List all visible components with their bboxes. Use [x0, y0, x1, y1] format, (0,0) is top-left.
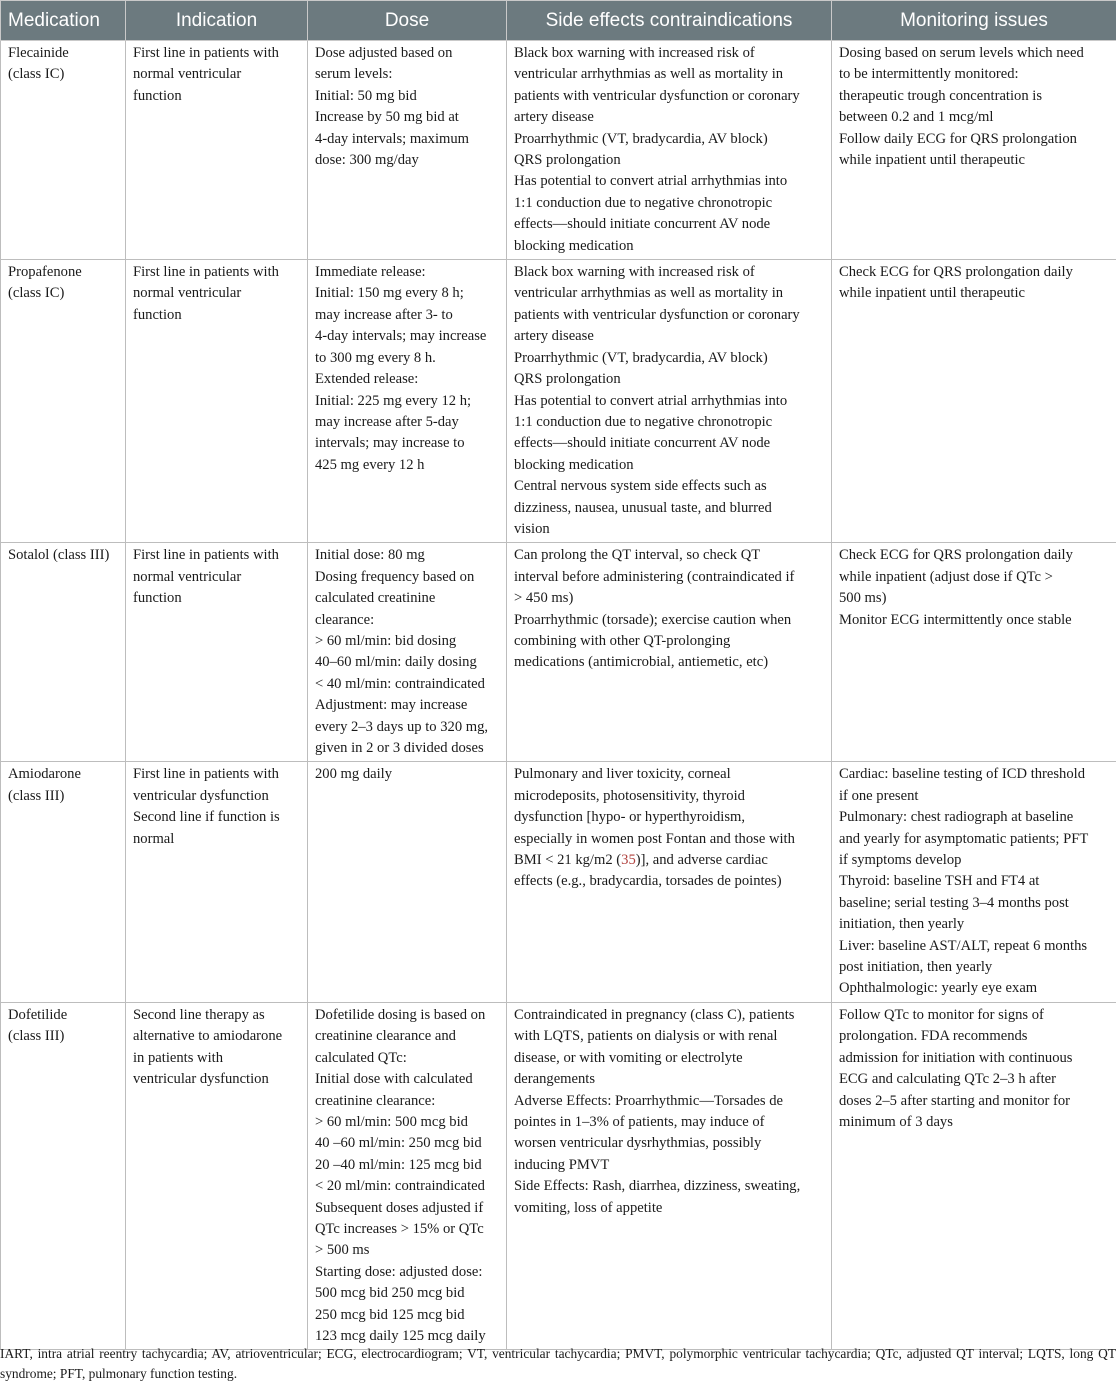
table-row: [1, 762, 1116, 1002]
cell-line: with LQTS, patients on dialysis or with renal: [514, 1028, 778, 1045]
cell-text: BMI < 21 kg/m2 (: [514, 852, 622, 869]
cell-line: function: [133, 306, 182, 323]
cell-line: [514, 850, 824, 871]
cell-line: 40 –60 ml/min: 250 mcg bid: [315, 1135, 482, 1152]
cell-indication: [126, 1002, 308, 1350]
cell-line: Side Effects: Rash, diarrhea, dizziness, sweating,: [514, 1178, 801, 1195]
cell-line: Propafenone: [8, 264, 82, 281]
header-dose: Dose: [308, 1, 507, 41]
cell-line: artery disease: [514, 328, 594, 345]
cell-line: > 60 ml/min: 500 mcg bid: [315, 1113, 468, 1130]
cell-line: (class III): [8, 1028, 65, 1045]
cell-line: effects—should initiate concurrent AV node: [514, 216, 771, 233]
cell-side-effects: [507, 543, 832, 762]
cell-line: ventricular arrhythmias as well as mortality in: [514, 285, 784, 302]
cell-dose: [308, 1002, 507, 1350]
cell-line: Proarrhythmic (VT, bradycardia, AV block): [514, 130, 768, 147]
cell-line: while inpatient until therapeutic: [839, 285, 1026, 302]
table-header-row: [1, 1, 1116, 41]
cell-line: normal ventricular: [133, 568, 242, 585]
reference-link[interactable]: 35: [621, 852, 636, 869]
cell-line: normal: [133, 830, 175, 847]
cell-line: normal ventricular: [133, 285, 242, 302]
cell-line: alternative to amiodarone: [133, 1028, 283, 1045]
cell-line: 4-day intervals; may increase: [315, 328, 487, 345]
cell-line: initiation, then yearly: [839, 916, 965, 933]
cell-monitoring: [832, 41, 1116, 260]
cell-line: Liver: baseline AST/ALT, repeat 6 months: [839, 937, 1088, 954]
cell-line: may increase after 3- to: [315, 306, 453, 323]
cell-line: Black box warning with increased risk of: [514, 264, 755, 281]
cell-line: microdeposits, photosensitivity, thyroid: [514, 787, 745, 804]
cell-line: combining with other QT-prolonging: [514, 632, 731, 649]
cell-line: Sotalol (class III): [8, 547, 110, 564]
cell-line: blocking medication: [514, 456, 634, 473]
cell-line: Proarrhythmic (torsade); exercise caution when: [514, 611, 792, 628]
cell-text: )], and adverse cardiac: [635, 852, 768, 869]
cell-line: clearance:: [315, 611, 375, 628]
cell-line: Amiodarone: [8, 766, 81, 783]
cell-line: doses 2–5 after starting and monitor for: [839, 1092, 1071, 1109]
cell-line: dose: 300 mg/day: [315, 152, 419, 169]
cell-dose: [308, 762, 507, 1002]
cell-line: Initial: 150 mg every 8 h;: [315, 285, 464, 302]
cell-line: intervals; may increase to: [315, 435, 465, 452]
cell-line: while inpatient (adjust dose if QTc >: [839, 568, 1053, 585]
cell-line: Dosing based on serum levels which need: [839, 45, 1084, 61]
cell-line: therapeutic trough concentration is: [839, 87, 1043, 104]
cell-line: 500 mcg bid 250 mcg bid: [315, 1285, 465, 1302]
cell-line: Dofetilide: [8, 1006, 68, 1023]
header-medication: Medication: [1, 1, 126, 41]
cell-line: inducing PMVT: [514, 1156, 610, 1173]
cell-line: QRS prolongation: [514, 371, 621, 388]
cell-line: Starting dose: adjusted dose:: [315, 1263, 483, 1280]
cell-line: interval before administering (contraindicated if: [514, 568, 795, 585]
cell-line: medications (antimicrobial, antiemetic, etc): [514, 654, 769, 671]
cell-line: function: [133, 590, 182, 607]
cell-line: may increase after 5-day: [315, 413, 459, 430]
cell-line: First line in patients with: [133, 264, 279, 281]
cell-line: Adjustment: may increase: [315, 697, 468, 714]
cell-line: vision: [514, 520, 550, 537]
cell-line: dysfunction [hypo- or hyperthyroidism,: [514, 809, 746, 826]
cell-line: given in 2 or 3 divided doses: [315, 740, 484, 756]
table-row: [1, 1002, 1116, 1350]
cell-line: Check ECG for QRS prolongation daily: [839, 547, 1073, 564]
cell-line: Immediate release:: [315, 264, 426, 281]
cell-line: ECG and calculating QTc 2–3 h after: [839, 1071, 1056, 1088]
cell-line: if one present: [839, 787, 919, 804]
table-row: [1, 543, 1116, 762]
cell-line: to be intermittently monitored:: [839, 66, 1019, 83]
cell-side-effects: [507, 260, 832, 543]
cell-line: 123 mcg daily 125 mcg daily: [315, 1327, 486, 1344]
cell-indication: [126, 762, 308, 1002]
header-indication: Indication: [126, 1, 308, 41]
cell-line: < 20 ml/min: contraindicated: [315, 1178, 485, 1195]
cell-line: 1:1 conduction due to negative chronotropic: [514, 194, 773, 211]
cell-line: 250 mcg bid 125 mcg bid: [315, 1306, 465, 1323]
cell-line: baseline; serial testing 3–4 months post: [839, 894, 1069, 911]
cell-line: Dose adjusted based on: [315, 45, 453, 61]
cell-line: > 450 ms): [514, 590, 574, 607]
cell-line: calculated creatinine: [315, 590, 436, 607]
cell-line: First line in patients with: [133, 45, 279, 61]
table-row: [1, 41, 1116, 260]
cell-line: First line in patients with: [133, 766, 279, 783]
cell-line: QTc increases > 15% or QTc: [315, 1220, 484, 1237]
cell-line: function: [133, 87, 182, 104]
cell-line: Increase by 50 mg bid at: [315, 109, 459, 126]
cell-line: calculated QTc:: [315, 1049, 407, 1066]
cell-line: Dofetilide dosing is based on: [315, 1006, 486, 1023]
cell-line: Flecainide: [8, 45, 69, 61]
cell-line: 200 mg daily: [315, 766, 393, 783]
cell-line: disease, or with vomiting or electrolyte: [514, 1049, 743, 1066]
cell-dose: [308, 260, 507, 543]
cell-line: especially in women post Fontan and those with: [514, 830, 795, 847]
cell-line: Central nervous system side effects such as: [514, 478, 767, 495]
cell-monitoring: [832, 260, 1116, 543]
cell-line: effects—should initiate concurrent AV node: [514, 435, 771, 452]
cell-line: Second line therapy as: [133, 1006, 265, 1023]
cell-line: admission for initiation with continuous: [839, 1049, 1073, 1066]
cell-line: and yearly for asymptomatic patients; PFT: [839, 830, 1089, 847]
cell-line: Subsequent doses adjusted if: [315, 1199, 484, 1216]
cell-line: creatinine clearance:: [315, 1092, 436, 1109]
cell-medication: [1, 41, 126, 260]
cell-side-effects: [507, 762, 832, 1002]
cell-line: (class IC): [8, 285, 65, 302]
cell-line: 425 mg every 12 h: [315, 456, 425, 473]
cell-line: Contraindicated in pregnancy (class C), patients: [514, 1006, 795, 1023]
cell-line: QRS prolongation: [514, 152, 621, 169]
cell-medication: [1, 1002, 126, 1350]
cell-line: serum levels:: [315, 66, 393, 83]
cell-line: effects (e.g., bradycardia, torsades de pointes): [514, 873, 782, 890]
cell-dose: [308, 543, 507, 762]
cell-line: First line in patients with: [133, 547, 279, 564]
cell-indication: [126, 543, 308, 762]
cell-line: Has potential to convert atrial arrhythmias into: [514, 173, 788, 190]
cell-line: in patients with: [133, 1049, 223, 1066]
cell-medication: [1, 762, 126, 1002]
cell-line: Second line if function is: [133, 809, 280, 826]
cell-line: Thyroid: baseline TSH and FT4 at: [839, 873, 1040, 890]
cell-line: 20 –40 ml/min: 125 mcg bid: [315, 1156, 482, 1173]
cell-line: Follow QTc to monitor for signs of: [839, 1006, 1044, 1023]
cell-line: pointes in 1–3% of patients, may induce of: [514, 1113, 765, 1130]
cell-line: 4-day intervals; maximum: [315, 130, 470, 147]
cell-line: ventricular dysfunction: [133, 787, 269, 804]
cell-indication: [126, 260, 308, 543]
cell-line: < 40 ml/min: contraindicated: [315, 675, 485, 692]
cell-line: prolongation. FDA recommends: [839, 1028, 1028, 1045]
cell-line: Has potential to convert atrial arrhythmias into: [514, 392, 788, 409]
cell-line: blocking medication: [514, 237, 634, 254]
cell-line: 500 ms): [839, 590, 887, 607]
cell-line: ventricular dysfunction: [133, 1071, 269, 1088]
cell-line: Monitor ECG intermittently once stable: [839, 611, 1072, 628]
header-monitoring: Monitoring issues: [832, 1, 1116, 41]
cell-line: vomiting, loss of appetite: [514, 1199, 663, 1216]
cell-side-effects: [507, 41, 832, 260]
cell-monitoring: [832, 543, 1116, 762]
cell-line: Initial dose: 80 mg: [315, 547, 425, 564]
cell-line: worsen ventricular dysrhythmias, possibly: [514, 1135, 762, 1152]
cell-line: Ophthalmologic: yearly eye exam: [839, 980, 1038, 997]
table-footnote: IART, intra atrial reentry tachycardia; AV, atrioventricular; ECG, electrocardiogram; VT, ventricular tachycardia; PMVT, polymorphic ventricular tachycardia; QTc, adjusted QT interval; LQTS, long QT syndrome; PFT, pulmonary function testing.: [0, 1346, 1116, 1381]
cell-monitoring: [832, 1002, 1116, 1350]
cell-line: dizziness, nausea, unusual taste, and blurred: [514, 499, 772, 516]
cell-line: Extended release:: [315, 371, 419, 388]
cell-line: Initial: 225 mg every 12 h;: [315, 392, 472, 409]
cell-line: creatinine clearance and: [315, 1028, 456, 1045]
header-side-effects: Side effects contraindications: [507, 1, 832, 41]
cell-line: if symptoms develop: [839, 852, 962, 869]
cell-line: every 2–3 days up to 320 mg,: [315, 718, 489, 735]
cell-line: minimum of 3 days: [839, 1113, 953, 1130]
cell-line: > 500 ms: [315, 1242, 370, 1259]
cell-monitoring: [832, 762, 1116, 1002]
cell-line: Black box warning with increased risk of: [514, 45, 755, 61]
cell-line: to 300 mg every 8 h.: [315, 349, 436, 366]
cell-line: between 0.2 and 1 mcg/ml: [839, 109, 994, 126]
cell-line: 40–60 ml/min: daily dosing: [315, 654, 477, 671]
cell-line: Adverse Effects: Proarrhythmic—Torsades de: [514, 1092, 784, 1109]
table-row: [1, 260, 1116, 543]
cell-line: Pulmonary: chest radiograph at baseline: [839, 809, 1074, 826]
cell-line: patients with ventricular dysfunction or coronary: [514, 306, 800, 323]
cell-line: post initiation, then yearly: [839, 959, 993, 976]
cell-line: Pulmonary and liver toxicity, corneal: [514, 766, 731, 783]
cell-line: Follow daily ECG for QRS prolongation: [839, 130, 1077, 147]
cell-line: Initial: 50 mg bid: [315, 87, 417, 104]
cell-indication: [126, 41, 308, 260]
cell-line: normal ventricular: [133, 66, 242, 83]
cell-line: Proarrhythmic (VT, bradycardia, AV block): [514, 349, 768, 366]
cell-line: Initial dose with calculated: [315, 1071, 473, 1088]
cell-line: (class III): [8, 787, 65, 804]
cell-line: > 60 ml/min: bid dosing: [315, 632, 457, 649]
cell-line: derangements: [514, 1071, 596, 1088]
cell-line: (class IC): [8, 66, 65, 83]
cell-line: artery disease: [514, 109, 594, 126]
cell-line: ventricular arrhythmias as well as mortality in: [514, 66, 784, 83]
cell-line: patients with ventricular dysfunction or coronary: [514, 87, 800, 104]
cell-dose: [308, 41, 507, 260]
cell-line: Check ECG for QRS prolongation daily: [839, 264, 1073, 281]
cell-line: 1:1 conduction due to negative chronotropic: [514, 413, 773, 430]
cell-line: while inpatient until therapeutic: [839, 152, 1026, 169]
cell-medication: [1, 260, 126, 543]
cell-side-effects: [507, 1002, 832, 1350]
cell-line: Cardiac: baseline testing of ICD threshold: [839, 766, 1086, 783]
cell-line: Can prolong the QT interval, so check QT: [514, 547, 761, 564]
cell-line: Dosing frequency based on: [315, 568, 475, 585]
cell-medication: [1, 543, 126, 762]
